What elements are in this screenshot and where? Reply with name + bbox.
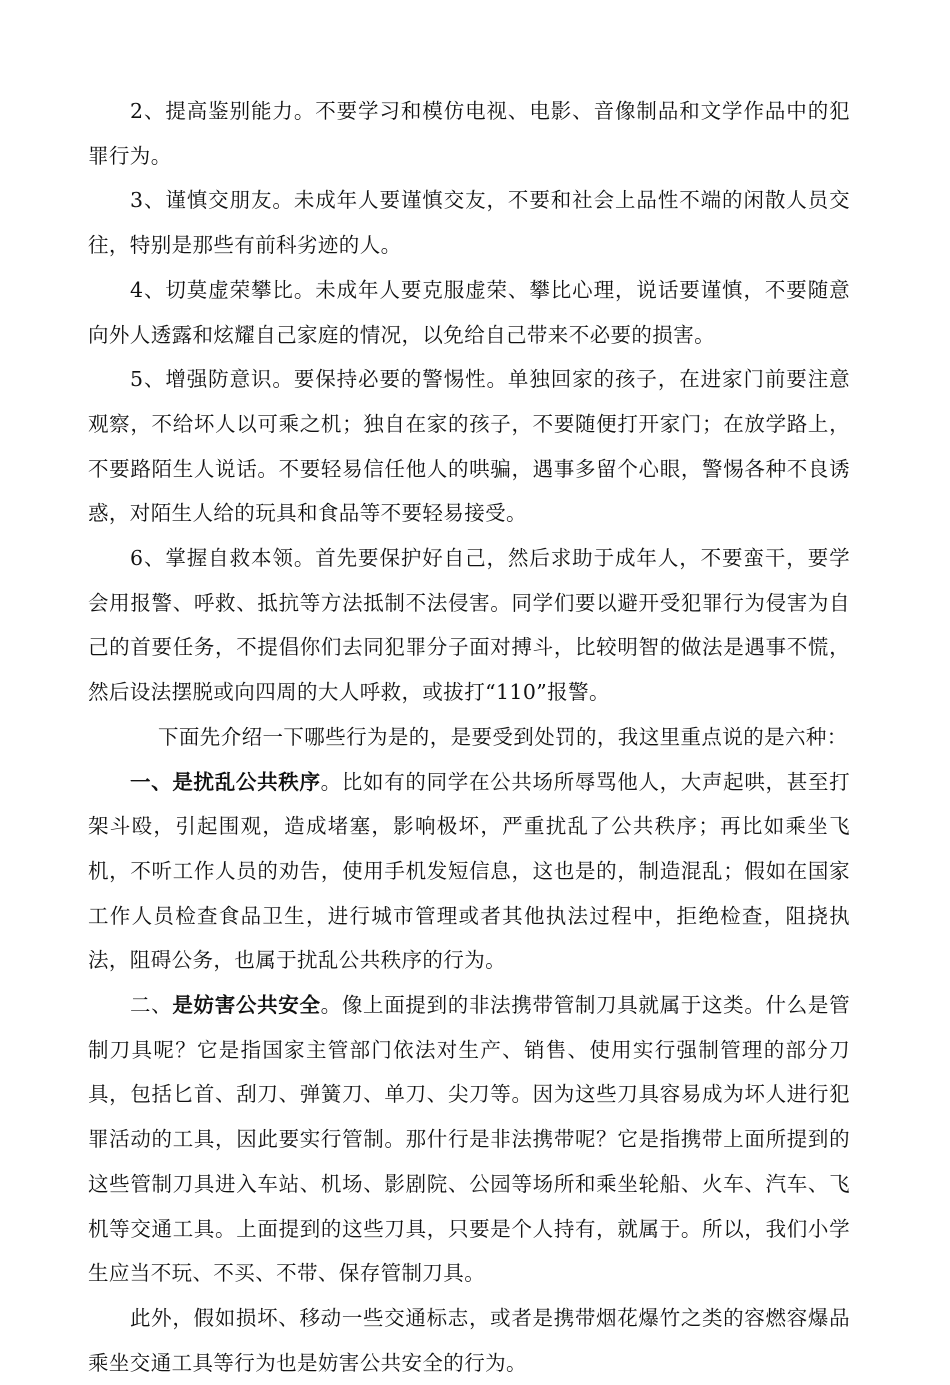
paragraph-item-5 (88, 357, 850, 536)
paragraph-public-order (88, 760, 850, 984)
section-number: 二、 (130, 993, 173, 1018)
paragraph-text: 。比如有的同学在公共场所辱骂他人，大声起哄，甚至打架斗殴，引起围观，造成堵塞，影响极坏，严重扰乱了公共秩序；再比如乘坐飞机，不听工作人员的劝告，使用手机发短信息，这也是的，制造混乱；假如在国家工作人员检查食品卫生，进行城市管理或者其他执法过程中，拒绝检查，阻挠执法，阻碍公务，也属于扰乱公共秩序的行为。 (88, 769, 850, 973)
paragraph-text: 下面先介绍一下哪些行为是的，是要受到处罚的，我这里重点说的是六种： (158, 724, 848, 749)
paragraph-text: 3、谨慎交朋友。未成年人要谨慎交友，不要和社会上品性不端的闲散人员交往，特别是那些有前科劣迹的人。 (88, 188, 850, 258)
section-heading-public-safety: 是妨害公共安全 (172, 993, 321, 1018)
paragraph-public-safety (88, 983, 850, 1296)
paragraph-item-4 (88, 268, 850, 357)
paragraph-item-2 (88, 89, 850, 178)
paragraph-text: 6、掌握自救本领。首先要保护好自己，然后求助于成年人，不要蛮干，要学会用报警、呼救、抵抗等方法抵制不法侵害。同学们要以避开受犯罪行为侵害为自己的首要任务，不提倡你们去同犯罪分子面对搏斗，比较明智的做法是遇事不慌，然后设法摆脱或向四周的大人呼救，或拔打“110”报警。 (88, 546, 850, 705)
section-heading-public-order: 一、是扰乱公共秩序 (130, 769, 321, 794)
document-body (88, 89, 850, 1385)
paragraph-text: 此外，假如损坏、移动一些交通标志，或者是携带烟花爆竹之类的容燃容爆品乘坐交通工具等行为也是妨害公共安全的行为。 (88, 1305, 850, 1375)
paragraph-text: 2、提高鉴别能力。不要学习和模仿电视、电影、音像制品和文学作品中的犯罪行为。 (88, 99, 850, 168)
paragraph-item-3 (88, 178, 850, 267)
paragraph-text: 5、增强防意识。要保持必要的警惕性。单独回家的孩子，在进家门前要注意观察，不给坏人以可乘之机；独自在家的孩子，不要随便打开家门；在放学路上，不要路陌生人说话。不要轻易信任他人的哄骗，遇事多留个心眼，警惕各种不良诱惑，对陌生人给的玩具和食品等不要轻易接受。 (88, 367, 850, 526)
paragraph-text: 。像上面提到的非法携带管制刀具就属于这类。什么是管制刀具呢？它是指国家主管部门依法对生产、销售、使用实行强制管理的部分刀具，包括匕首、刮刀、弹簧刀、单刀、尖刀等。因为这些刀具容易成为坏人进行犯罪活动的工具，因此要实行管制。那什行是非法携带呢？它是指携带上面所提到的这些管制刀具进入车站、机场、影剧院、公园等场所和乘坐轮船、火车、汽车、飞机等交通工具。上面提到的这些刀具，只要是个人持有，就属于。所以，我们小学生应当不玩、不买、不带、保存管制刀具。 (88, 993, 850, 1286)
paragraph-item-6 (88, 536, 850, 715)
paragraph-intro (88, 715, 850, 760)
paragraph-text: 4、切莫虚荣攀比。未成年人要克服虚荣、攀比心理，说话要谨慎，不要随意向外人透露和炫耀自己家庭的情况，以免给自己带来不必要的损害。 (88, 277, 850, 347)
paragraph-additional (88, 1296, 850, 1385)
